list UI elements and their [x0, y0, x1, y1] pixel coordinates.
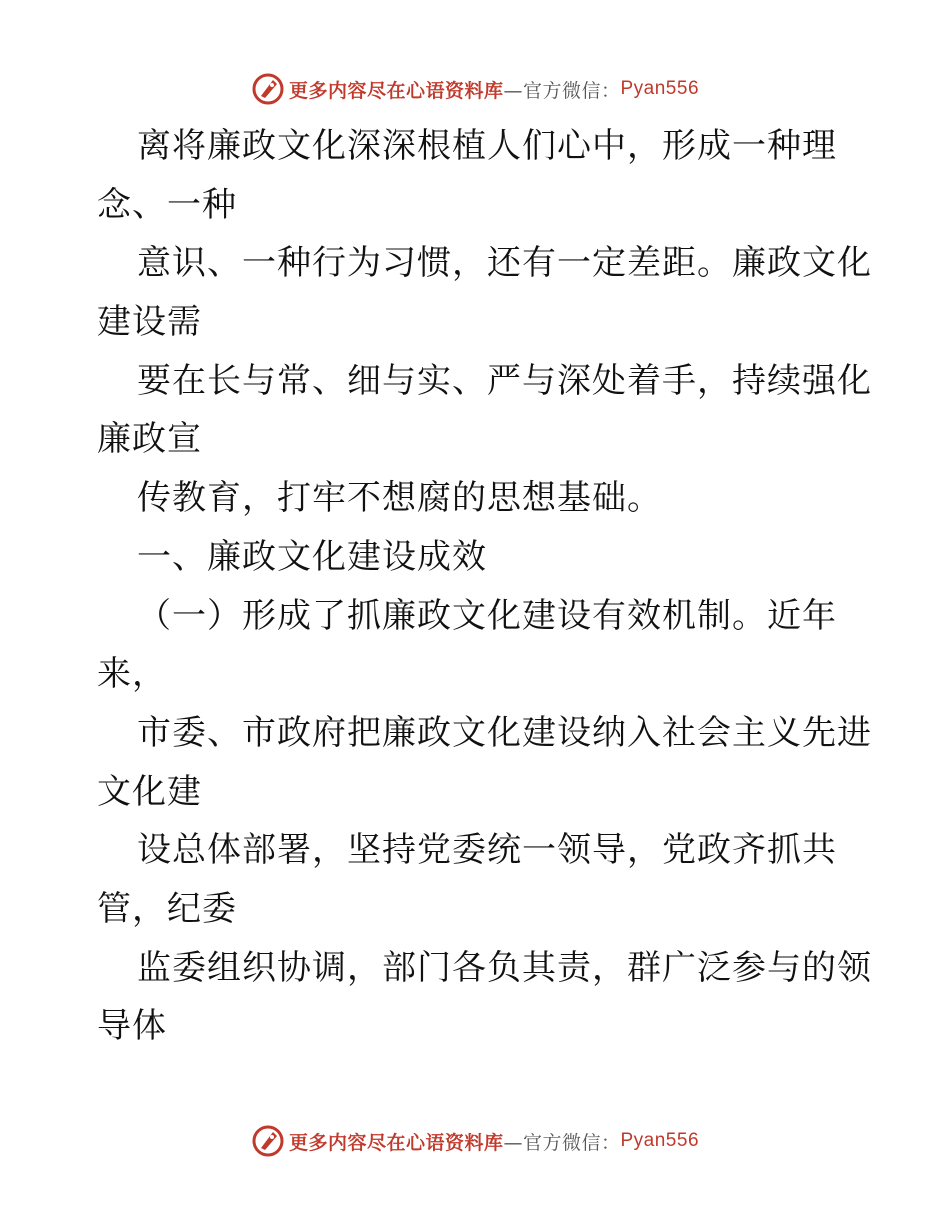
text-line: 意识、一种行为习惯，还有一定差距。廉政文化: [137, 243, 872, 284]
footer-banner-dash: —官方微信：: [503, 1131, 621, 1154]
document-body: [97, 117, 872, 1056]
text-line: 文化建: [97, 771, 202, 812]
text-line: 监委组织协调，部门各负其责，群广泛参与的领: [137, 947, 872, 988]
header-banner: [0, 72, 950, 106]
text-line: （一）形成了抓廉政文化建设有效机制。近年: [137, 595, 837, 636]
text-line: 传教育，打牢不想腐的思想基础。: [137, 478, 662, 519]
text-line: 要在长与常、细与实、严与深处着手，持续强化: [137, 360, 872, 401]
header-banner-text: 更多内容尽在心语资料库: [288, 79, 504, 102]
text-line: 廉政宣: [97, 419, 202, 460]
text-line: 市委、市政府把廉政文化建设纳入社会主义先进: [137, 712, 872, 753]
text-line: 导体: [97, 1006, 167, 1047]
footer-banner-text: 更多内容尽在心语资料库: [288, 1131, 504, 1154]
text-line: 建设需: [97, 302, 202, 343]
footer-wechat-id: Pyan556: [620, 1130, 700, 1151]
text-line: 设总体部署，坚持党委统一领导，党政齐抓共: [137, 830, 837, 871]
text-line: 管，纪委: [97, 888, 237, 929]
text-line: 念、一种: [97, 184, 237, 225]
section-heading: 一、廉政文化建设成效: [137, 536, 487, 577]
pen-nib-logo-icon: [251, 1124, 285, 1158]
text-line: 离将廉政文化深深根植人们心中，形成一种理: [137, 126, 837, 166]
text-line: 来，: [97, 654, 167, 695]
header-banner-dash: —官方微信：: [503, 79, 621, 102]
pen-nib-logo-icon: [251, 72, 285, 106]
footer-banner: [0, 1124, 950, 1158]
header-wechat-id: Pyan556: [620, 78, 700, 99]
